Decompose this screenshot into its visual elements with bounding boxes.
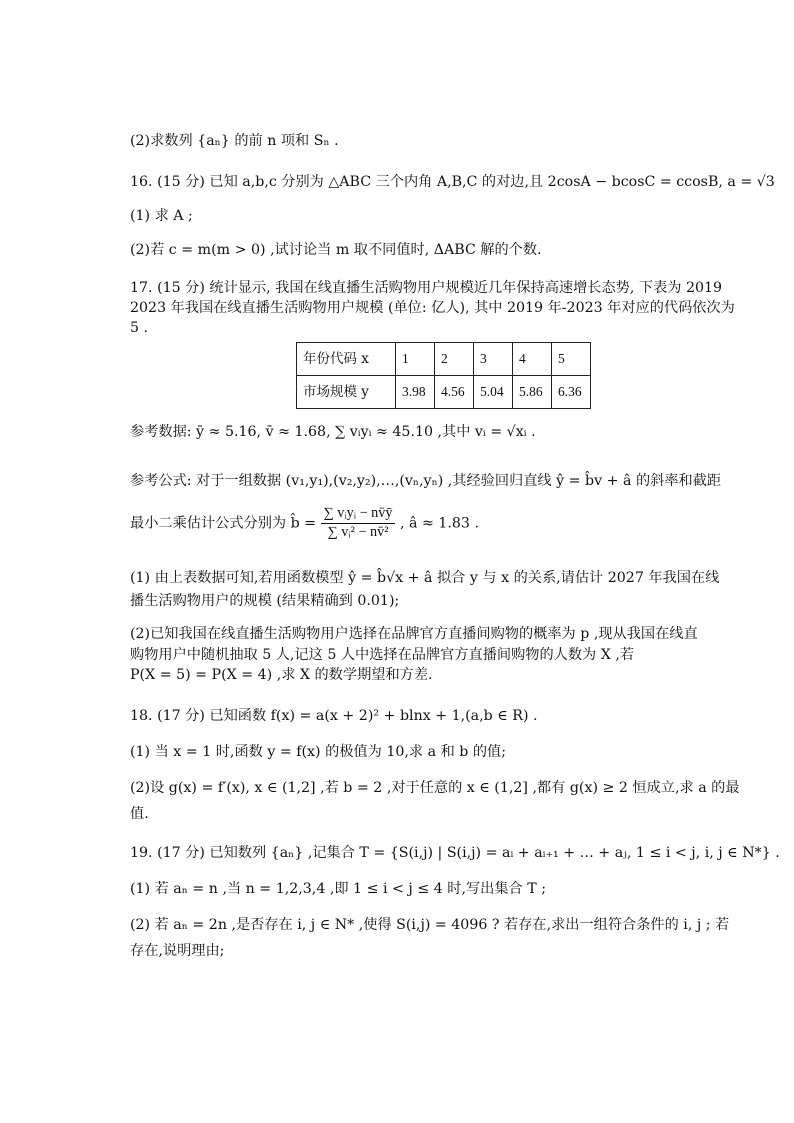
table-cell: 1	[396, 343, 435, 376]
formula-prefix: 最小二乘估计公式分别为 b̂ =	[130, 515, 317, 532]
problem-16-part-2: (2)若 c = m(m > 0) ,试讨论当 m 取不同值时, ΔABC 解的个数.	[130, 242, 542, 258]
reference-formula-line-1: 参考公式: 对于一组数据 (v₁,y₁),(v₂,y₂),…,(vₙ,yₙ) ,其经验回归直线 ŷ = b̂v + â 的斜率和截距	[130, 473, 722, 489]
table-cell: 6.36	[552, 376, 591, 409]
problem-17-part-2-line-3: P(X = 5) = P(X = 4) ,求 X 的数学期望和方差.	[130, 667, 433, 683]
fraction-numerator: ∑ vᵢyᵢ − nv̄ȳ	[321, 505, 396, 524]
table-row	[297, 376, 591, 409]
table-cell: 4.56	[435, 376, 474, 409]
problem-19-part-2-line-1: (2) 若 aₙ = 2n ,是否存在 i, j ∈ N* ,使得 S(i,j) = 4096 ? 若存在,求出一组符合条件的 i, j ; 若	[130, 917, 730, 933]
table-cell: 5.04	[474, 376, 513, 409]
table-cell: 2	[435, 343, 474, 376]
table-cell: 5	[552, 343, 591, 376]
problem-16-statement: 16. (15 分) 已知 a,b,c 分别为 △ABC 三个内角 A,B,C 的对边,且 2cosA − bcosC = ccosB, a = √3	[130, 174, 775, 190]
table-cell: 4	[513, 343, 552, 376]
problem-19-part-1: (1) 若 aₙ = n ,当 n = 1,2,3,4 ,即 1 ≤ i < j ≤ 4 时,写出集合 T ;	[130, 881, 546, 897]
problem-19-statement: 19. (17 分) 已知数列 {aₙ} ,记集合 T = {S(i,j) | S(i,j) = aᵢ + aᵢ₊₁ + … + aⱼ, 1 ≤ i < j, i, j ∈ N*} .	[130, 845, 780, 861]
problem-17-statement-line-3: 5 .	[130, 320, 149, 336]
table-row	[297, 343, 591, 376]
reference-formula-line-2	[130, 505, 794, 542]
problem-15-part-2: (2)求数列 {aₙ} 的前 n 项和 Sₙ .	[130, 133, 339, 149]
data-table	[296, 342, 591, 409]
problem-17-part-2-line-2: 购物用户中随机抽取 5 人,记这 5 人中选择在品牌官方直播间购物的人数为 X ,若	[130, 647, 635, 663]
formula-suffix: , â ≈ 1.83 .	[399, 515, 479, 532]
problem-19-part-2-line-2: 存在,说明理由;	[130, 943, 225, 959]
problem-18-part-2-line-2: 值.	[130, 806, 149, 822]
table-header-market-size: 市场规模 y	[297, 376, 396, 409]
problem-16-part-1: (1) 求 A ;	[130, 208, 193, 224]
problem-18-part-1: (1) 当 x = 1 时,函数 y = f(x) 的极值为 10,求 a 和 b 的值;	[130, 744, 507, 760]
table-cell: 3	[474, 343, 513, 376]
problem-17-part-1-line-2: 播生活购物用户的规模 (结果精确到 0.01);	[130, 593, 400, 609]
table-cell: 3.98	[396, 376, 435, 409]
problem-18-statement: 18. (17 分) 已知函数 f(x) = a(x + 2)² + blnx + 1,(a,b ∈ R) .	[130, 708, 538, 724]
problem-17-part-2-line-1: (2)已知我国在线直播生活购物用户选择在品牌官方直播间购物的概率为 p ,现从我国在线直	[130, 626, 698, 642]
least-squares-fraction	[321, 505, 396, 542]
fraction-denominator: ∑ vᵢ² − nv̄²	[327, 523, 389, 540]
reference-data: 参考数据: ȳ ≈ 5.16, v̄ ≈ 1.68, ∑ vᵢyᵢ ≈ 45.10 ,其中 vᵢ = √xᵢ .	[130, 424, 536, 440]
table-cell: 5.86	[513, 376, 552, 409]
problem-17-statement-line-1: 17. (15 分) 统计显示, 我国在线直播生活购物用户规模近几年保持高速增长态势, 下表为 2019	[130, 280, 723, 296]
problem-17-statement-line-2: 2023 年我国在线直播生活购物用户规模 (单位: 亿人), 其中 2019 年-2023 年对应的代码依次为	[130, 300, 735, 316]
table-header-year-code: 年份代码 x	[297, 343, 396, 376]
problem-17-part-1-line-1: (1) 由上表数据可知,若用函数模型 ŷ = b̂√x + â 拟合 y 与 x 的关系,请估计 2027 年我国在线	[130, 570, 720, 586]
problem-18-part-2-line-1: (2)设 g(x) = f′(x), x ∈ (1,2] ,若 b = 2 ,对于任意的 x ∈ (1,2] ,都有 g(x) ≥ 2 恒成立,求 a 的最	[130, 780, 740, 796]
